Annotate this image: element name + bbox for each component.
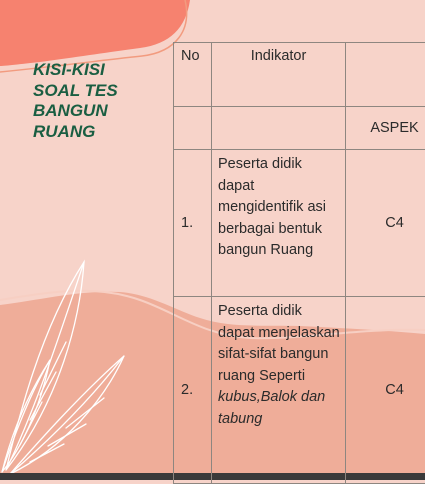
header-indikator: Indikator [212, 43, 346, 107]
coral-blob [0, 0, 190, 66]
row-indikator [212, 297, 346, 484]
subheader-blank-indikator [212, 107, 346, 150]
page-title: KISI-KISI SOAL TES BANGUN RUANG [33, 60, 163, 142]
header-aspek: ASPEK [346, 107, 425, 150]
header-no: No [174, 43, 212, 107]
indikator-italic-text: kubus,Balok dan tabung [218, 389, 325, 427]
indikator-text: Peserta didik dapat mengidentifik asi berbagai bentuk bangun Ruang [218, 156, 326, 258]
header-blank [346, 43, 425, 107]
row-aspek: C4 [346, 297, 425, 484]
row-number: 2. [174, 297, 212, 484]
table-row [174, 297, 425, 484]
row-number: 1. [174, 150, 212, 297]
kisi-kisi-table [173, 42, 425, 484]
subheader-blank-no [174, 107, 212, 150]
table-subheader-row [174, 107, 425, 150]
row-indikator [212, 150, 346, 297]
table-header-row [174, 43, 425, 107]
row-aspek: C4 [346, 150, 425, 297]
indikator-text: Peserta didik dapat menjelaskan sifat-sifat bangun ruang Seperti [218, 303, 340, 384]
table-row [174, 150, 425, 297]
